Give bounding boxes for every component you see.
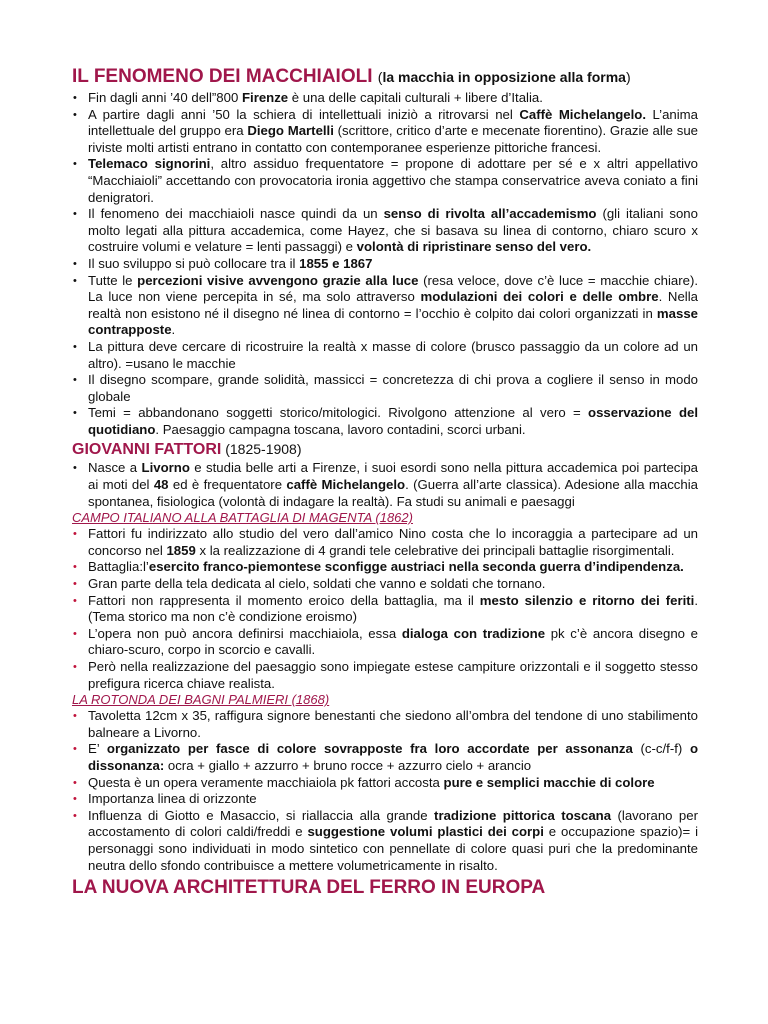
list-item [72, 626, 698, 659]
text-run: Gran parte della tela dedicata al cielo, soldati che vanno e soldati che tornano. [88, 576, 546, 592]
text-run: ocra + giallo + azzurro + bruno rocce + azzurro cielo + arancio [164, 757, 532, 773]
bullet-icon: • [73, 407, 77, 420]
section-title-architettura: LA NUOVA ARCHITETTURA DEL FERRO IN EUROPA [72, 877, 546, 899]
bullet-list-rotonda [72, 708, 698, 874]
bold-text: suggestione volumi plastici dei corpi [307, 824, 544, 840]
list-item [72, 206, 698, 256]
list-item [72, 576, 698, 593]
bold-text: osservazione del quotidiano [88, 405, 698, 437]
text-run: . (Tema storico ma non c’è condizione eroismo) [88, 592, 698, 625]
document-page [72, 64, 698, 900]
bold-text: Livorno [141, 460, 190, 476]
text-run: (scrittore, critico d’arte e mecenate fiorentino). Grazie alle sue riviste molti artisti entrano in contatto con contemporanee esperienze pittoriche francesi. [88, 123, 699, 155]
text-run: Questa è un opera veramente macchiaiola pk fattori accosta [88, 774, 444, 790]
text-run: . Paesaggio campagna toscana, lavoro contadini, scorci urbani. [155, 421, 526, 437]
text-run: e occupazione spazio)= i personaggi sono individuati in modo sintetico con pennellate di colore quasi puri che la predominante neutra dello sfondo contribuisce a mettere volumetricamente in risalto. [88, 824, 698, 873]
bullet-icon: • [73, 578, 77, 591]
bold-text: Firenze [241, 90, 289, 105]
bold-text: dialoga con tradizione [401, 625, 546, 641]
bullet-icon: • [73, 710, 77, 723]
bullet-icon: • [73, 158, 77, 171]
text-run: pk c’è ancora disegno e chiaro-scuro, corpo in scorcio e cavalli. [88, 625, 698, 658]
text-run: . (Guerra all’arte classica). Adesione alla macchia spontanea, fisiologica (volontà di indagare la realtà). Fa studi su animali e paesaggi [88, 477, 698, 509]
text-run: . Nella realtà non esistono né il disegno né linea di contorno = l’occhio è colpito dai colori organizzati in [88, 289, 698, 321]
text-run: Però nella realizzazione del paesaggio sono impiegate estese campiture orizzontali e il soggetto stesso prefigura ricerca chiave realista. [88, 659, 698, 691]
text-run: (gli italiani sono molto legati alla pittura accademica, come Hayez, che si basava su linea di contorno, chiaro scuro x costruire volumi e velature = lenti passaggi) e [88, 206, 698, 255]
list-item [72, 659, 698, 692]
list-item [72, 791, 698, 808]
section-subtitle: (la macchia in opposizione alla forma) [377, 69, 631, 85]
text-run: La pittura deve cercare di ricostruire la realtà x masse di colore (brusco passaggio da un colore ad un altro). =usano le macchie [88, 338, 698, 371]
bold-text: modulazioni dei colori e delle ombre [420, 289, 659, 305]
list-item [72, 708, 698, 741]
bullet-icon: • [73, 374, 77, 387]
list-item [72, 273, 698, 339]
text-run: Importanza linea di orizzonte [88, 791, 257, 807]
text-run: e studia belle arti a Firenze, i suoi esordi sono nella pittura accademica poi partecipa ai moti del [88, 460, 698, 493]
text-run: Temi = abbandonano soggetti storico/mitologici. Rivolgono attenzione al vero = [88, 405, 589, 421]
bullet-icon: • [73, 561, 77, 574]
bullet-icon: • [73, 594, 77, 607]
bold-text: tradizione pittorica toscana [434, 807, 612, 823]
bold-text: 48 [153, 477, 169, 493]
text-run: (lavorano per accostamento di colori caldi/freddi e [88, 807, 698, 840]
text-run: Fattori fu indirizzato allo studio del vero dall’amico Nino costa che lo incoraggia a partecipare ad un concorso nel [88, 526, 698, 558]
text-run: Il disegno scompare, grande solidità, massicci = concretezza di chi prova a cogliere il senso in modo globale [88, 372, 698, 404]
list-item [72, 372, 698, 405]
bold-text: Diego Martelli [247, 123, 334, 139]
list-item [72, 593, 698, 626]
fattori-years: (1825-1908) [221, 441, 302, 458]
text-run: è una delle capitali culturali + libere d’Italia. [288, 90, 543, 105]
work-title-rotonda: LA ROTONDA DEI BAGNI PALMIERI (1868) [72, 692, 330, 708]
text-run: A partire dagli anni ’50 la schiera di intellettuali iniziò a ritrovarsi nel [88, 106, 520, 122]
text-run: (c-c/f-f) [632, 741, 690, 757]
bullet-list-fattori [72, 460, 698, 510]
list-item [72, 405, 698, 438]
bullet-icon: • [73, 776, 77, 789]
list-item [72, 741, 698, 774]
bullet-icon: • [73, 627, 77, 640]
bold-text: percezioni visive avvengono grazie alla luce [137, 272, 419, 288]
section-title-fattori: GIOVANNI FATTORI (1825-1908) [72, 441, 302, 459]
text-run: Tavoletta 12cm x 35, raffigura signore benestanti che siedono all’ombra del tendone di uno stabilimento balneare a Livorno. [88, 708, 698, 740]
list-item [72, 526, 698, 559]
text-run: (resa veloce, dove c’è luce = macchie chiare). La luce non viene percepita in sé, ma solo attraverso [88, 272, 699, 305]
bullet-list-magenta [72, 526, 698, 692]
text-run: Il suo sviluppo si può collocare tra il [88, 255, 300, 271]
bold-text: pure e semplici macchie di colore [443, 774, 655, 790]
bold-text: o dissonanza: [88, 741, 699, 773]
section-title-macchiaioli: IL FENOMENO DEI MACCHIAIOLI (la macchia in opposizione alla forma) [72, 66, 631, 87]
bullet-icon: • [73, 743, 77, 756]
text-run: . [171, 322, 176, 338]
list-item [72, 156, 698, 206]
bold-text: esercito franco-piemontese sconfigge austriaci nella seconda guerra d’indipendenza. [148, 559, 684, 575]
text-run: E’ [88, 741, 107, 757]
bold-text: Telemaco signorini [88, 156, 211, 172]
text-run: Nasce a [88, 460, 142, 476]
text-run: L’opera non può ancora definirsi macchiaiola, essa [88, 625, 402, 641]
bold-text: Caffè Michelangelo. [519, 106, 647, 122]
list-item [72, 775, 698, 792]
text-run: x la realizzazione di 4 grandi tele celebrative dei principali battaglie risorgimentali. [195, 542, 675, 558]
list-item [72, 559, 698, 576]
bullet-icon: • [73, 462, 77, 475]
list-item [72, 339, 698, 372]
bold-text: organizzato per fasce di colore sovrapposte fra loro accordate per assonanza [106, 741, 633, 757]
text-run: Fattori non rappresenta il momento eroico della battaglia, ma il [88, 592, 480, 608]
bullet-icon: • [73, 809, 77, 822]
bullet-icon: • [73, 274, 77, 287]
bullet-icon: • [73, 340, 77, 353]
list-item [72, 90, 698, 107]
bullet-icon: • [73, 92, 77, 104]
work-title-magenta: CAMPO ITALIANO ALLA BATTAGLIA DI MAGENTA (1862) [72, 510, 413, 526]
text-run: ed è frequentatore [168, 477, 287, 493]
bullet-icon: • [73, 793, 77, 806]
text-run: L’anima intellettuale del gruppo era [88, 106, 698, 139]
bullet-icon: • [73, 661, 77, 673]
bullet-icon: • [73, 257, 77, 270]
bullet-icon: • [73, 528, 77, 541]
bold-text: mesto silenzio e ritorno dei feriti [479, 592, 695, 608]
bold-text: senso di rivolta all’accademismo [383, 206, 597, 222]
list-item [72, 107, 698, 157]
bold-text: caffè Michelangelo [286, 477, 406, 493]
bold-text: masse contrapposte [88, 305, 698, 338]
bullet-icon: • [73, 208, 77, 221]
bold-text: 1855 e 1867 [299, 255, 373, 271]
bold-text: volontà di ripristinare senso del vero. [356, 239, 592, 255]
text-run: , altro assiduo frequentatore = propone di adottare per sé e x altri appellativo “Macchiaioli” accettando con provocatoria ironia aggettivo che stampa conservatrice aveva coniato a fini denigratori. [88, 156, 698, 205]
list-item [72, 460, 698, 510]
bullet-icon: • [73, 108, 77, 121]
text-run: Il fenomeno dei macchiaioli nasce quindi da un [88, 206, 384, 222]
list-item [72, 256, 698, 273]
text-run: Fin dagli anni ’40 dell”800 [88, 90, 242, 105]
text-run: Battaglia:l’ [88, 559, 149, 575]
text-run: Tutte le [88, 272, 138, 288]
bold-text: 1859 [166, 542, 196, 558]
list-item [72, 808, 698, 874]
bullet-list-macchiaioli [72, 90, 698, 438]
text-run: Influenza di Giotto e Masaccio, si riallaccia alla grande [88, 807, 435, 823]
